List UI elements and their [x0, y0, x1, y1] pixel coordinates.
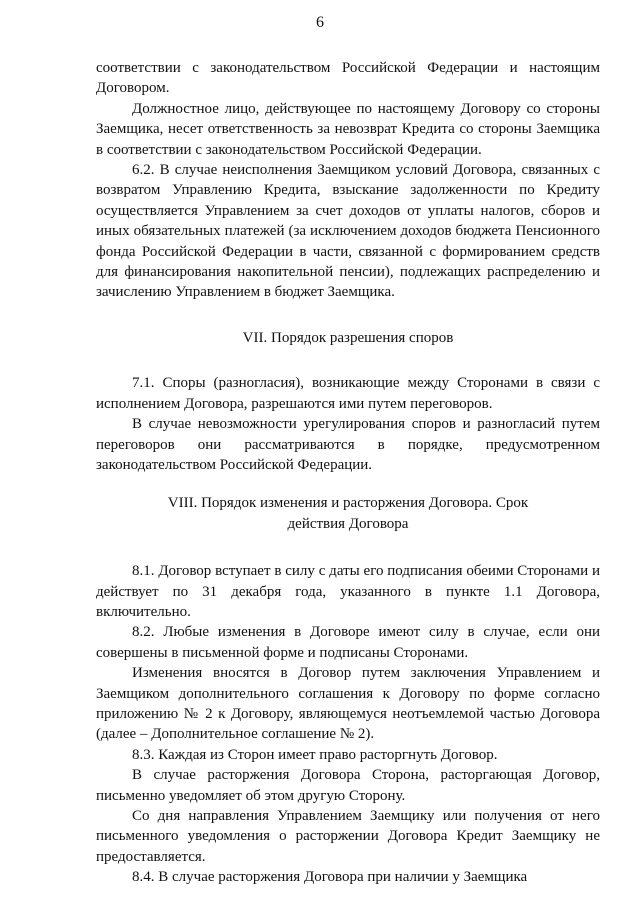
paragraph-6-2: 6.2. В случае неисполнения Заемщиком условий Договора, связанных с возвратом Управлению Кредита, взыскание задолженности по Кредиту осуществляется Управлением за счет доходов от уплаты налогов, сборов и иных обязательных платежей (за исключением доходов бюджета Пенсионного фонда Российской Федерации в части, связанной с формированием средств для финансирования накопительной пенсии), подлежащих распределению и зачислению Управлением в бюджет Заемщика. [96, 162, 600, 301]
paragraph-continuation: соответствии с законодательством Российской Федерации и настоящим Договором. [96, 60, 600, 97]
page-number: 6 [316, 14, 324, 31]
spacer [96, 348, 600, 373]
paragraph-8-3: 8.3. Каждая из Сторон имеет право расторгнуть Договор. [132, 746, 498, 763]
paragraph-official-liability: Должностное лицо, действующее по настоящему Договору со стороны Заемщика, несет ответственность за невозврат Кредита со стороны Заемщика в соответствии с законодательством Российской Федерации. [96, 100, 600, 158]
paragraph-7-1: 7.1. Споры (разногласия), возникающие между Сторонами в связи с исполнением Договора, разрешаются ими путем переговоров. [96, 375, 600, 412]
document-body [96, 58, 600, 888]
section-heading-viii-line1: VIII. Порядок изменения и расторжения Договора. Срок [167, 495, 529, 512]
paragraph-7-1-continued: В случае невозможности урегулирования споров и разногласий путем переговоров они рассматриваются в порядке, предусмотренном законодательством Российской Федерации. [96, 416, 600, 473]
paragraph-8-2: 8.2. Любые изменения в Договоре имеют силу в случае, если они совершены в письменной форме и подписаны Сторонами. [96, 624, 600, 661]
paragraph-8-2-amendments: Изменения вносятся в Договор путем заключения Управлением и Заемщиком дополнительного соглашения к Договору по форме согласно приложению № 2 к Договору, являющемуся неотъемлемой частью Договора (далее – Дополнительное соглашение № 2). [96, 665, 600, 743]
section-heading-viii-line2: действия Договора [287, 515, 409, 532]
spacer [96, 534, 600, 561]
paragraph-8-4: 8.4. В случае расторжения Договора при наличии у Заемщика [132, 869, 528, 886]
section-heading-vii: VII. Порядок разрешения споров [242, 329, 454, 346]
paragraph-8-3-credit: Со дня направления Управлением Заемщику или получения от него письменного уведомления о расторжении Договора Кредит Заемщику не предоставляется. [96, 808, 600, 865]
spacer [96, 475, 600, 493]
paragraph-8-1: 8.1. Договор вступает в силу с даты его подписания обеими Сторонами и действует по 31 декабря года, указанного в пункте 1.1 Договора, включительно. [96, 563, 600, 620]
paragraph-8-3-notice: В случае расторжения Договора Сторона, расторгающая Договор, письменно уведомляет об этом другую Сторону. [96, 767, 600, 804]
spacer [96, 303, 600, 328]
